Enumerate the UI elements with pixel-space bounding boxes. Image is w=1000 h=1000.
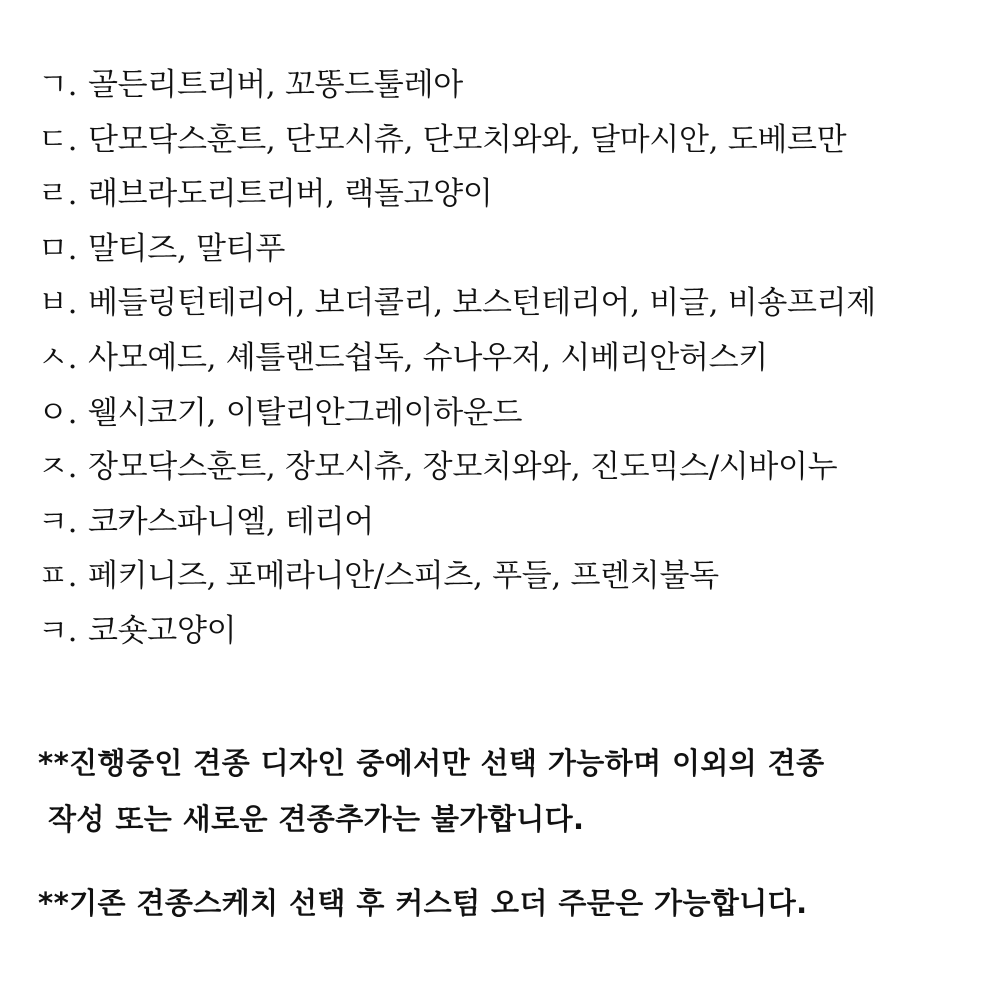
breed-names: 사모예드, 셰틀랜드쉽독, 슈나우저, 시베리안허스키 — [88, 339, 768, 376]
note-line: **진행중인 견종 디자인 중에서만 선택 가능하며 이외의 견종 — [38, 746, 825, 780]
breed-names: 베들링턴테리어, 보더콜리, 보스턴테리어, 비글, 비숑프리제 — [88, 285, 876, 322]
breed-key: ㄷ. — [38, 121, 78, 158]
note-selection-limit — [38, 735, 978, 847]
breed-key: ㅍ. — [38, 558, 78, 595]
breed-row-pieup — [38, 549, 978, 604]
breed-names: 코숏고양이 — [88, 612, 237, 649]
breed-row-bieup — [38, 276, 978, 331]
breed-names: 페키니즈, 포메라니안/스피츠, 푸들, 프렌치불독 — [88, 558, 719, 595]
breed-names: 래브라도리트리버, 랙돌고양이 — [88, 176, 493, 213]
breed-row-mieum — [38, 222, 978, 277]
breed-key: ㄱ. — [38, 67, 78, 103]
breed-key: ㄹ. — [38, 176, 78, 213]
breed-key: ㅁ. — [38, 230, 78, 267]
breed-row-rieul — [38, 167, 978, 222]
breed-row-kieuk-cat — [38, 604, 978, 659]
note-custom-order — [38, 875, 978, 931]
breed-row-giyeok — [38, 58, 978, 113]
breed-key: ㅋ. — [38, 612, 78, 649]
breed-key: ㅈ. — [38, 449, 78, 486]
breed-names: 웰시코기, 이탈리안그레이하운드 — [88, 394, 523, 431]
breed-key: ㅇ. — [38, 394, 78, 431]
breed-row-kieuk — [38, 495, 978, 550]
breed-row-ieung — [38, 386, 978, 441]
breed-names: 단모닥스훈트, 단모시츄, 단모치와와, 달마시안, 도베르만 — [88, 121, 847, 158]
breed-names: 골든리트리버, 꼬똥드툴레아 — [88, 67, 463, 103]
breed-row-jieut — [38, 440, 978, 495]
breed-row-siot — [38, 331, 978, 386]
breed-key: ㅂ. — [38, 285, 78, 322]
breed-names: 장모닥스훈트, 장모시츄, 장모치와와, 진도믹스/시바이누 — [88, 449, 838, 486]
note-line: 작성 또는 새로운 견종추가는 불가합니다. — [48, 802, 585, 836]
breed-row-digeut — [38, 113, 978, 168]
breed-names: 코카스파니엘, 테리어 — [88, 503, 374, 540]
breed-key: ㅅ. — [38, 339, 78, 376]
breed-list — [38, 58, 978, 659]
notes — [38, 735, 978, 931]
breed-key: ㅋ. — [38, 503, 78, 540]
note-line: **기존 견종스케치 선택 후 커스텀 오더 주문은 가능합니다. — [38, 886, 808, 920]
breed-names: 말티즈, 말티푸 — [88, 230, 285, 267]
